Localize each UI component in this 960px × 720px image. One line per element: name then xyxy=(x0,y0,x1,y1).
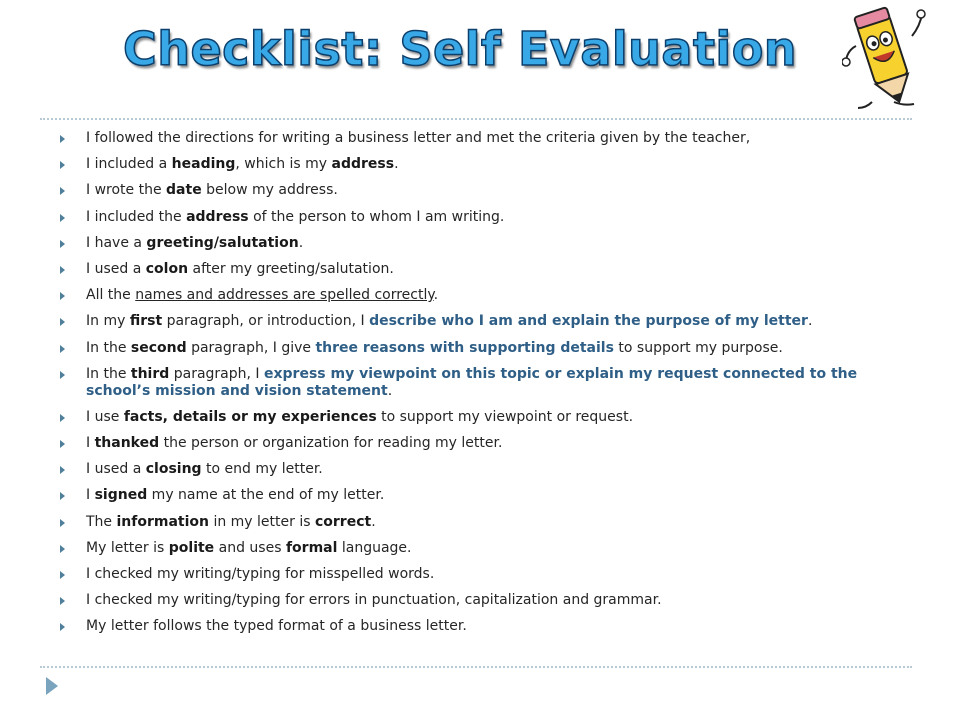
checklist-item xyxy=(58,435,878,452)
triangle-bullet-icon xyxy=(60,466,65,474)
checklist-item xyxy=(58,340,878,357)
next-slide-arrow-icon[interactable] xyxy=(45,676,59,696)
checklist-item xyxy=(58,566,878,583)
item-text-segment: closing xyxy=(145,461,202,478)
checklist-item xyxy=(58,487,878,504)
item-text-segment: heading xyxy=(171,156,236,173)
item-text-segment: correct xyxy=(314,513,372,530)
item-text-segment: in my letter is xyxy=(209,513,315,530)
item-text-segment: greeting/salutation xyxy=(146,234,299,251)
item-text-segment: the person or organization for reading my letter. xyxy=(159,435,503,452)
triangle-bullet-icon xyxy=(60,519,65,527)
item-text-segment: I followed the directions for writing a business letter and met the criteria given by the teacher, xyxy=(86,130,751,146)
item-text-segment: facts, details or my experiences xyxy=(123,408,377,425)
item-text-segment: polite xyxy=(168,539,215,556)
item-text-segment: I included the xyxy=(86,208,187,225)
item-text-segment: I have a xyxy=(86,234,147,251)
triangle-bullet-icon xyxy=(60,597,65,605)
item-text-segment: first xyxy=(129,313,163,330)
checklist-item xyxy=(58,313,878,330)
checklist-item xyxy=(58,618,878,635)
checklist-item xyxy=(58,514,878,531)
triangle-bullet-icon xyxy=(60,318,65,326)
triangle-bullet-icon xyxy=(60,214,65,222)
item-text-segment: In the xyxy=(86,339,131,356)
item-text-segment: I used a xyxy=(86,260,146,277)
item-text-segment: to support my viewpoint or request. xyxy=(376,408,634,425)
item-text-segment: My letter follows the typed format of a business letter. xyxy=(86,618,467,635)
item-text-segment: paragraph, I give xyxy=(186,339,316,356)
triangle-bullet-icon xyxy=(60,187,65,195)
triangle-bullet-icon xyxy=(60,240,65,248)
checklist-item xyxy=(58,461,878,478)
item-text-segment: In my xyxy=(86,313,130,330)
triangle-bullet-icon xyxy=(60,440,65,448)
item-text-segment: In the xyxy=(86,365,131,382)
item-text-segment: second xyxy=(130,339,187,356)
triangle-bullet-icon xyxy=(60,545,65,553)
item-text-segment: paragraph, or introduction, I xyxy=(162,313,370,330)
item-text-segment: of the person to whom I am writing. xyxy=(248,208,505,225)
item-text-segment: I included a xyxy=(86,156,172,173)
checklist-item xyxy=(58,287,878,304)
item-text-segment: My letter is xyxy=(86,539,169,556)
checklist-item xyxy=(58,261,878,278)
checklist xyxy=(58,130,878,645)
item-text-segment: third xyxy=(130,365,170,382)
triangle-bullet-icon xyxy=(60,266,65,274)
item-text-segment: three reasons with supporting details xyxy=(315,339,614,356)
item-text-segment: my name at the end of my letter. xyxy=(147,487,385,504)
top-divider xyxy=(40,118,912,120)
checklist-item xyxy=(58,540,878,557)
item-text-segment: signed xyxy=(94,487,148,504)
triangle-bullet-icon xyxy=(60,492,65,500)
item-text-segment: and uses xyxy=(214,539,286,556)
item-text-segment: paragraph, I xyxy=(169,365,264,382)
item-text-segment: after my greeting/salutation. xyxy=(188,260,394,277)
item-text-segment: I xyxy=(86,435,95,452)
item-text-segment: . xyxy=(371,513,376,530)
item-text-segment: describe who I am and explain the purpose of my letter xyxy=(369,313,808,330)
item-text-segment: to support my purpose. xyxy=(613,339,783,356)
triangle-bullet-icon xyxy=(60,571,65,579)
item-text-segment: . xyxy=(433,287,439,304)
item-text-segment: names and addresses are spelled correctly xyxy=(135,287,434,304)
item-text-segment: below my address. xyxy=(201,182,338,199)
item-text-segment: . xyxy=(298,234,304,251)
triangle-bullet-icon xyxy=(60,135,65,143)
triangle-bullet-icon xyxy=(60,292,65,300)
checklist-item xyxy=(58,156,878,173)
item-text-segment: . xyxy=(394,156,399,173)
item-text-segment: address xyxy=(331,156,395,173)
triangle-bullet-icon xyxy=(60,371,65,379)
item-text-segment: I checked my writing/typing for errors in punctuation, capitalization and grammar. xyxy=(86,592,662,609)
checklist-item xyxy=(58,130,878,147)
item-text-segment: to end my letter. xyxy=(201,461,323,478)
item-text-segment: information xyxy=(116,513,209,530)
item-text-segment: I xyxy=(86,487,95,504)
triangle-bullet-icon xyxy=(60,161,65,169)
item-text-segment: The xyxy=(86,513,117,530)
checklist-item xyxy=(58,235,878,252)
triangle-bullet-icon xyxy=(60,345,65,353)
triangle-bullet-icon xyxy=(60,623,65,631)
item-text-segment: All the xyxy=(86,287,136,304)
item-text-segment: date xyxy=(166,182,202,199)
checklist-item xyxy=(58,366,878,400)
item-text-segment: . xyxy=(387,382,393,399)
bottom-divider xyxy=(40,666,912,668)
checklist-item xyxy=(58,592,878,609)
checklist-item xyxy=(58,409,878,426)
item-text-segment: . xyxy=(807,313,813,330)
triangle-bullet-icon xyxy=(60,414,65,422)
item-text-segment: I wrote the xyxy=(86,182,167,199)
item-text-segment: colon xyxy=(145,260,189,277)
page-title: Checklist: Self Evaluation xyxy=(122,22,798,76)
item-text-segment: I used a xyxy=(86,461,146,478)
item-text-segment: address xyxy=(186,208,249,225)
item-text-segment: I checked my writing/typing for misspelled words. xyxy=(86,566,435,582)
item-text-segment: I use xyxy=(86,408,124,425)
item-text-segment: language. xyxy=(337,539,412,556)
item-text-segment: , which is my xyxy=(235,156,332,173)
pencil-mascot-icon xyxy=(842,6,928,110)
checklist-item xyxy=(58,209,878,226)
item-text-segment: express my viewpoint on this topic or explain my request connected to the school’s mission and vision statement xyxy=(86,365,858,399)
checklist-item xyxy=(58,182,878,199)
item-text-segment: thanked xyxy=(94,435,160,452)
item-text-segment: formal xyxy=(285,539,338,556)
